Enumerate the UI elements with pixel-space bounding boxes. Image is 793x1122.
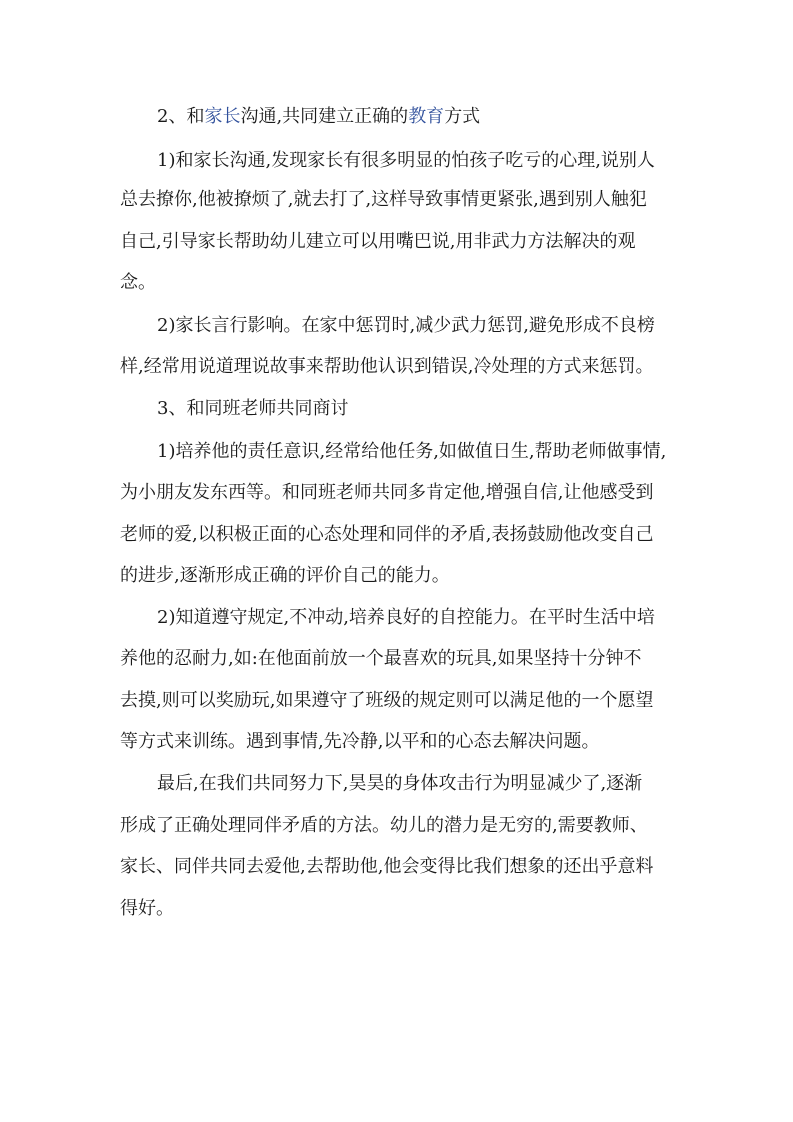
paragraph-line: 最后,在我们共同努力下,昊昊的身体攻击行为明显减少了,逐渐 — [157, 773, 643, 794]
paragraph-line: 自己,引导家长帮助幼儿建立可以用嘴巴说,用非武力方法解决的观 — [120, 231, 636, 252]
paragraph-line: 念。 — [120, 272, 156, 293]
paragraph-line: 样,经常用说道理说故事来帮助他认识到错误,冷处理的方式来惩罚。 — [120, 356, 654, 377]
paragraph-line: 的进步,逐渐形成正确的评价自己的能力。 — [120, 565, 450, 586]
paragraph-line: 为小朋友发东西等。和同班老师共同多肯定他,增强自信,让他感受到 — [120, 482, 654, 503]
paragraph-line: 养他的忍耐力,如:在他面前放一个最喜欢的玩具,如果坚持十分钟不 — [120, 648, 642, 669]
paragraph-line: 1)培养他的责任意识,经常给他任务,如做值日生,帮助老师做事情, — [157, 441, 667, 462]
section-heading-3: 3、和同班老师共同商讨 — [157, 398, 349, 419]
keyword-link-parents[interactable]: 家长 — [204, 106, 241, 127]
paragraph-line: 2)家长言行影响。在家中惩罚时,减少武力惩罚,避免形成不良榜 — [157, 315, 655, 336]
paragraph-line: 形成了正确处理同伴矛盾的方法。幼儿的潜力是无穷的,需要教师、 — [120, 815, 648, 836]
paragraph-line: 2)知道遵守规定,不冲动,培养良好的自控能力。在平时生活中培 — [157, 607, 655, 628]
paragraph-line: 老师的爱,以积极正面的心态处理和同伴的矛盾,表扬鼓励他改变自己 — [120, 524, 654, 545]
paragraph-line: 家长、同伴共同去爱他,去帮助他,他会变得比我们想象的还出乎意料 — [120, 856, 654, 877]
heading-text: 2、和 — [157, 106, 205, 127]
paragraph-line: 等方式来训练。遇到事情,先冷静,以平和的心态去解决问题。 — [120, 731, 600, 752]
paragraph-line: 得好。 — [120, 898, 174, 919]
heading-text: 沟通,共同建立正确的 — [240, 106, 409, 127]
keyword-link-education[interactable]: 教育 — [408, 106, 445, 127]
paragraph-line: 去摸,则可以奖励玩,如果遵守了班级的规定则可以满足他的一个愿望 — [120, 690, 654, 711]
section-heading-2 — [157, 105, 480, 129]
paragraph-line: 1)和家长沟通,发现家长有很多明显的怕孩子吃亏的心理,说别人 — [157, 150, 655, 171]
heading-text: 方式 — [444, 106, 481, 127]
paragraph-line: 总去撩你,他被撩烦了,就去打了,这样导致事情更紧张,遇到别人触犯 — [120, 189, 647, 210]
